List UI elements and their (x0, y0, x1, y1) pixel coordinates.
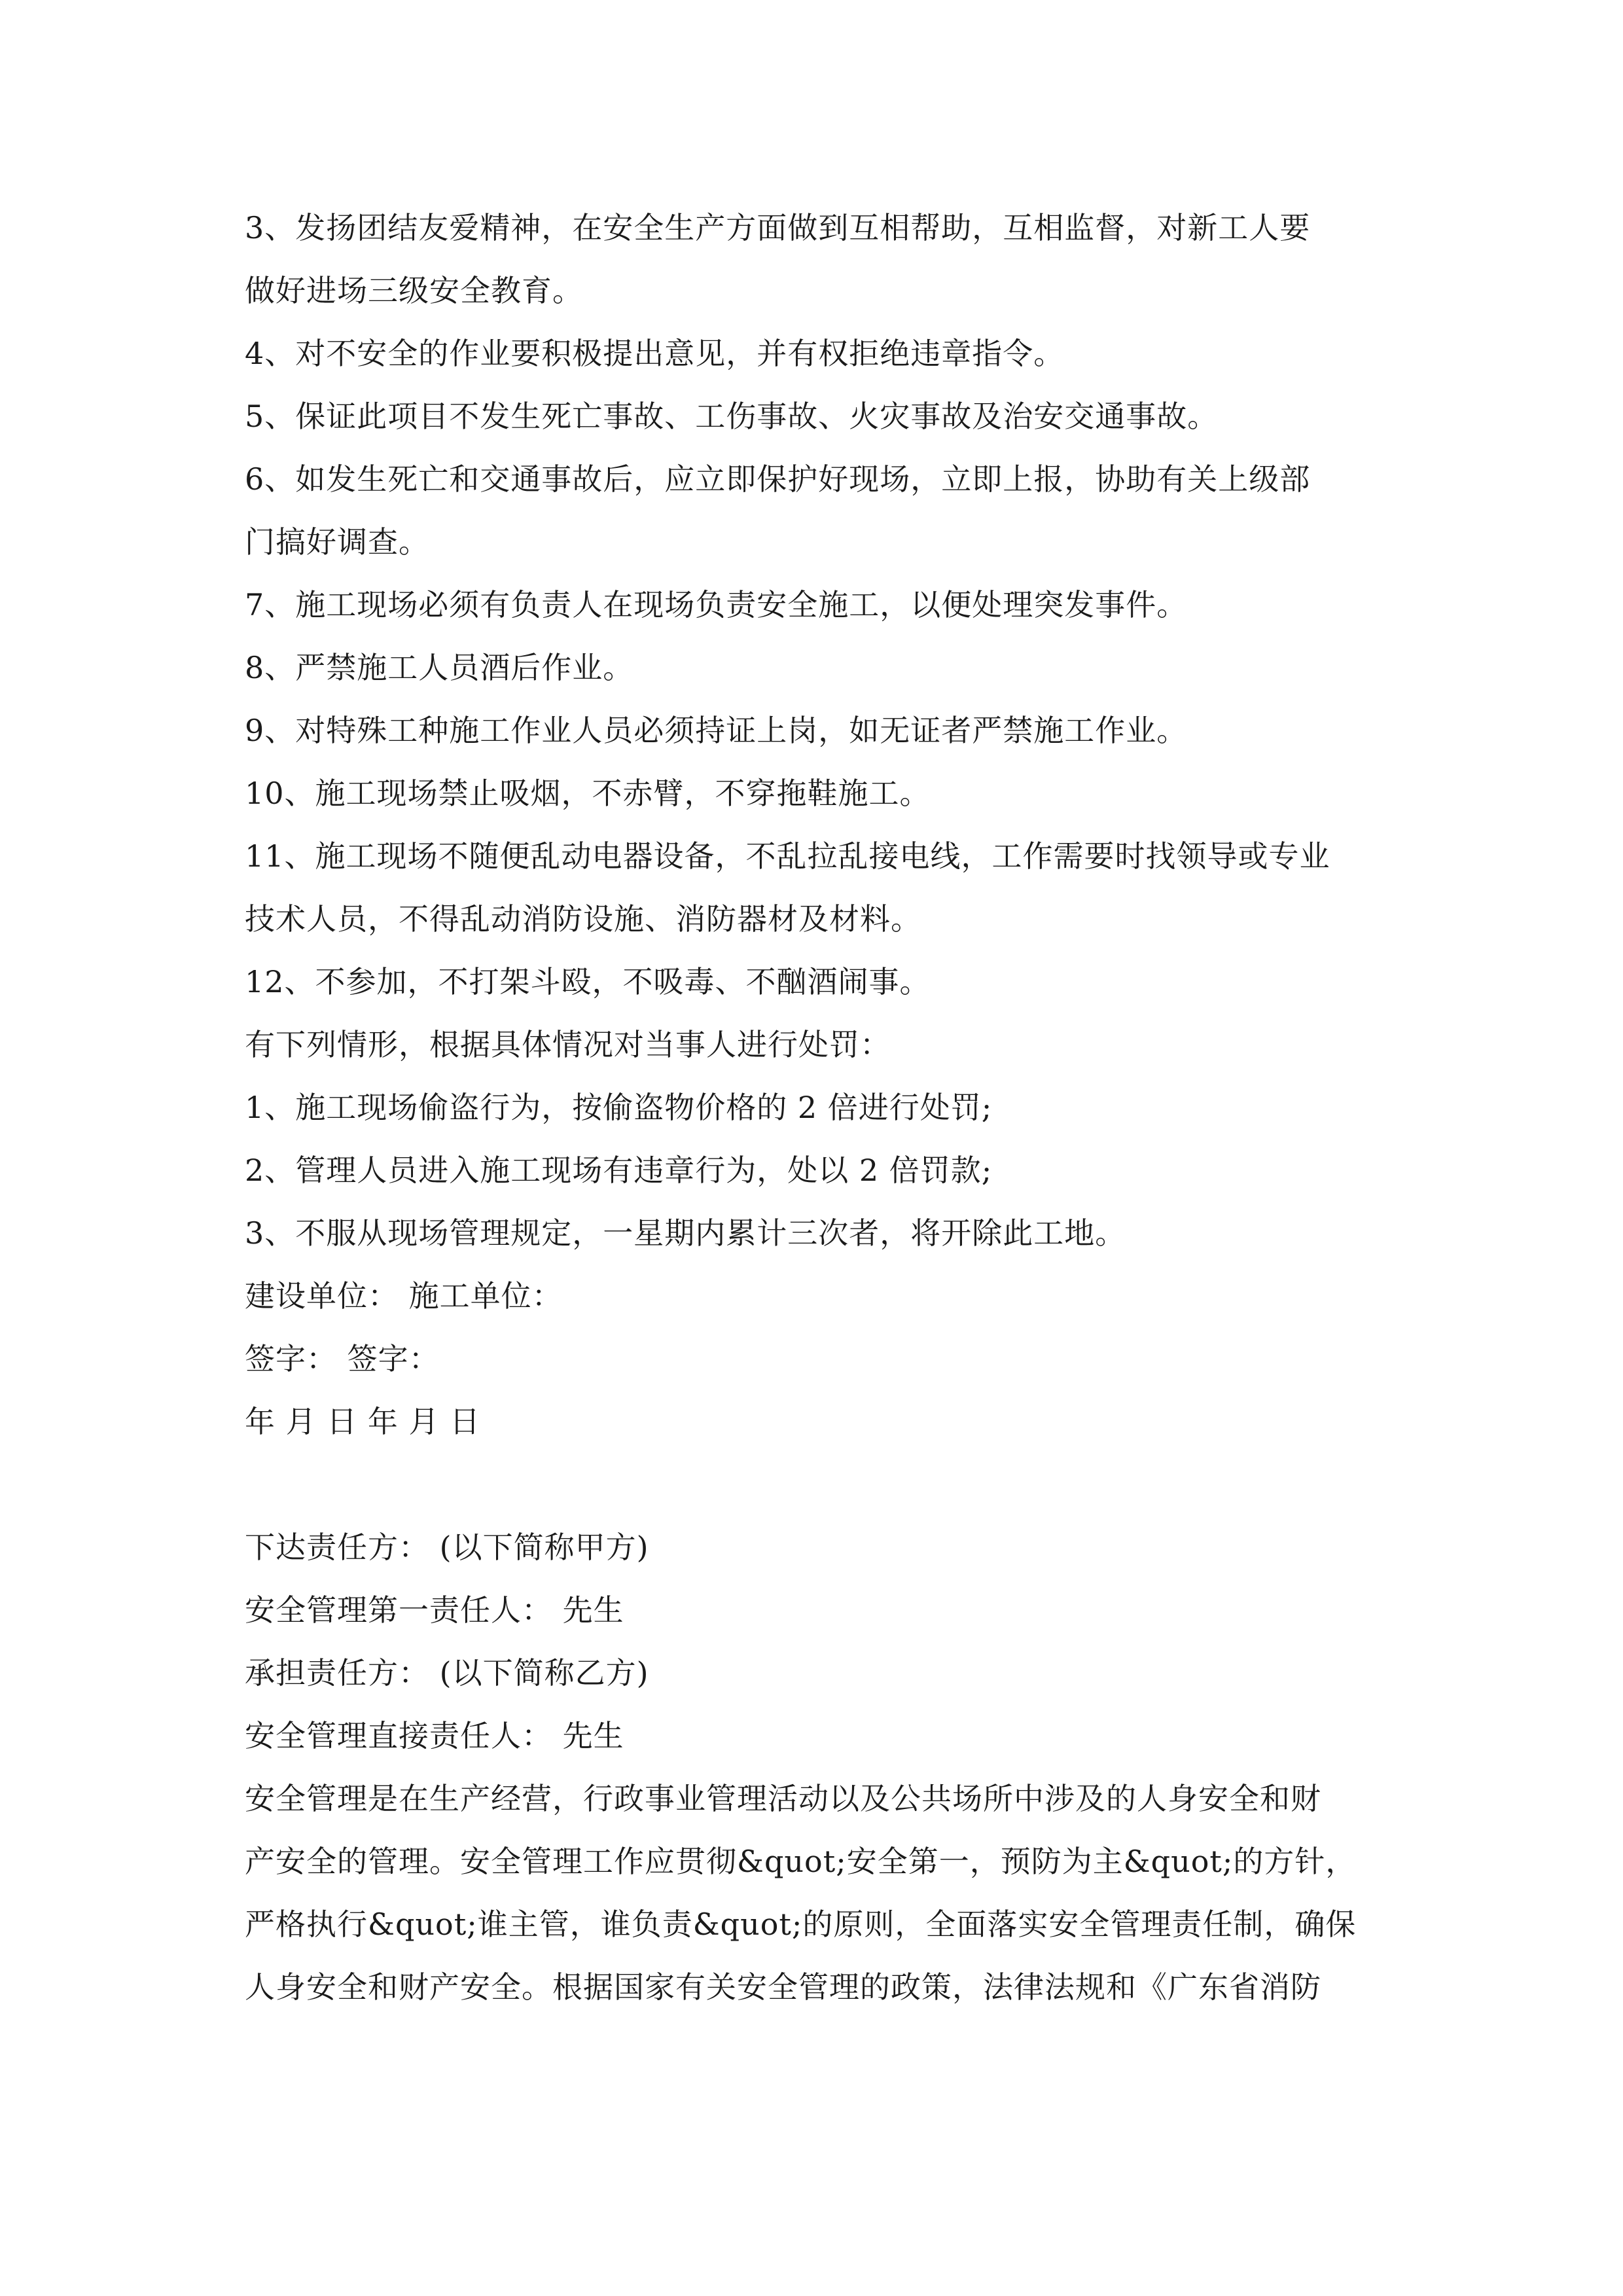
text-line: 3、发扬团结友爱精神，在安全生产方面做到互相帮助，互相监督，对新工人要 (245, 210, 1311, 245)
text-line: 11、施工现场不随便乱动电器设备，不乱拉乱接电线，工作需要时找领导或专业 (245, 838, 1330, 874)
text-line: 12、不参加，不打架斗殴，不吸毒、不酗酒闹事。 (245, 964, 931, 999)
text-line: 安全管理第一责任人： 先生 (245, 1592, 624, 1628)
text-line: 做好进场三级安全教育。 (245, 273, 583, 308)
text-line: 10、施工现场禁止吸烟，不赤臂，不穿拖鞋施工。 (245, 776, 931, 811)
text-line: 门搞好调查。 (245, 524, 429, 560)
text-line: 有下列情形，根据具体情况对当事人进行处罚： (245, 1027, 891, 1062)
text-line: 下达责任方： (以下简称甲方) (245, 1530, 649, 1565)
text-line: 5、保证此项目不发生死亡事故、工伤事故、火灾事故及治安交通事故。 (245, 399, 1219, 434)
text-line: 产安全的管理。安全管理工作应贯彻&quot;安全第一，预防为主&quot;的方针， (245, 1844, 1357, 1879)
text-line: 严格执行&quot;谁主管，谁负责&quot;的原则，全面落实安全管理责任制，确保 (245, 1907, 1357, 1942)
text-line: 承担责任方： (以下简称乙方) (245, 1655, 649, 1691)
text-line: 3、不服从现场管理规定，一星期内累计三次者，将开除此工地。 (245, 1215, 1126, 1251)
text-line: 人身安全和财产安全。根据国家有关安全管理的政策，法律法规和《广东省消防 (245, 1969, 1321, 2005)
text-line: 安全管理直接责任人： 先生 (245, 1718, 624, 1753)
text-line: 9、对特殊工种施工作业人员必须持证上岗，如无证者严禁施工作业。 (245, 713, 1188, 748)
text-line: 建设单位： 施工单位： (245, 1278, 563, 1314)
text-line: 8、严禁施工人员酒后作业。 (245, 650, 634, 685)
text-line: 4、对不安全的作业要积极提出意见，并有权拒绝违章指令。 (245, 336, 1065, 371)
text-line: 年 月 日 年 月 日 (245, 1404, 481, 1439)
text-line: 签字： 签字： (245, 1341, 440, 1376)
text-line: 1、施工现场偷盗行为，按偷盗物价格的 2 倍进行处罚; (245, 1090, 993, 1125)
text-line: 2、管理人员进入施工现场有违章行为，处以 2 倍罚款; (245, 1153, 993, 1188)
text-line: 6、如发生死亡和交通事故后，应立即保护好现场，立即上报，协助有关上级部 (245, 461, 1311, 497)
text-line: 技术人员，不得乱动消防设施、消防器材及材料。 (245, 901, 921, 937)
text-line: 7、施工现场必须有负责人在现场负责安全施工，以便处理突发事件。 (245, 587, 1188, 622)
text-line: 安全管理是在生产经营，行政事业管理活动以及公共场所中涉及的人身安全和财 (245, 1781, 1321, 1816)
